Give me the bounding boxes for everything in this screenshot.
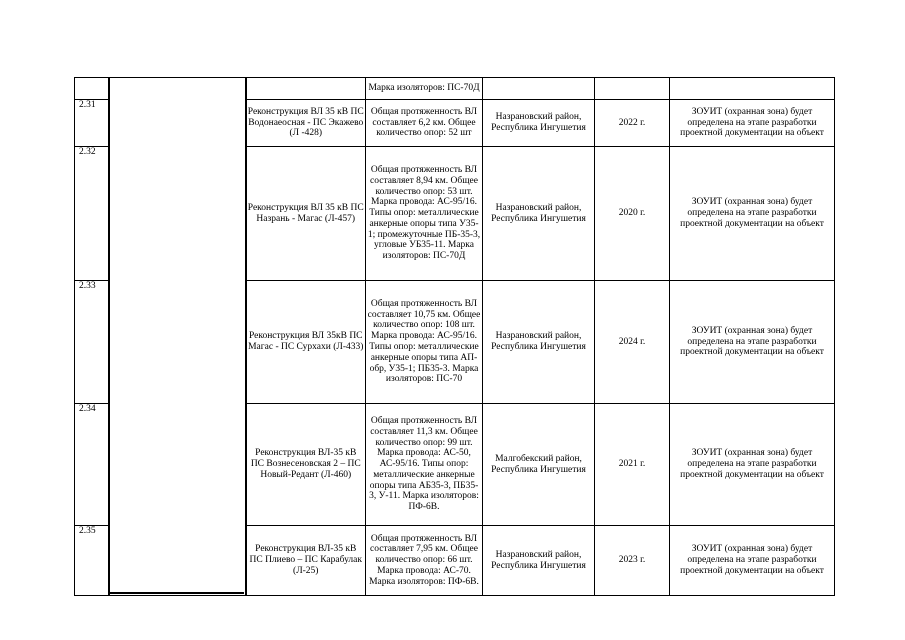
object-year: 2020 г. bbox=[595, 147, 670, 281]
object-spec: Общая протяженность ВЛ составляет 10,75 км. Общее количество опор: 108 шт. Марка провода: АС-95/16. Типы опор: металлические анкерные опоры типа АП-обр, У35-1; ПБ35-3. Марка изоляторов: ПС-70 bbox=[366, 281, 483, 404]
object-zone: ЗОУИТ (охранная зона) будет определена на этапе разработки проектной документации на объект bbox=[670, 100, 835, 147]
merged-cell-bottom-border bbox=[108, 592, 244, 594]
object-location: Назрановский район, Республика Ингушетия bbox=[483, 147, 595, 281]
object-year bbox=[595, 78, 670, 100]
object-zone: ЗОУИТ (охранная зона) будет определена на этапе разработки проектной документации на объект bbox=[670, 281, 835, 404]
object-location: Назрановский район, Республика Ингушетия bbox=[483, 281, 595, 404]
object-location bbox=[483, 78, 595, 100]
object-spec: Марка изоляторов: ПС-70Д bbox=[366, 78, 483, 100]
object-year: 2023 г. bbox=[595, 526, 670, 596]
object-zone: ЗОУИТ (охранная зона) будет определена на этапе разработки проектной документации на объект bbox=[670, 147, 835, 281]
object-spec: Общая протяженность ВЛ составляет 11,3 км. Общее количество опор: 99 шт. Марка провода: АС-50, АС-95/16. Типы опор: металлические анкерные опоры типа АБ35-3, ПБ35-3, У-11. Марка изоляторов: ПФ-6В. bbox=[366, 404, 483, 526]
row-number: 2.32 bbox=[75, 147, 109, 281]
object-year: 2021 г. bbox=[595, 404, 670, 526]
row-number: 2.34 bbox=[75, 404, 109, 526]
object-name: Реконструкция ВЛ-35 кВ ПС Плиево – ПС Карабулак (Л-25) bbox=[246, 526, 366, 596]
object-name: Реконструкция ВЛ 35 кВ ПС Назрань - Магас (Л-457) bbox=[246, 147, 366, 281]
merged-blank-cell bbox=[109, 78, 246, 596]
object-spec: Общая протяженность ВЛ составляет 6,2 км. Общее количество опор: 52 шт bbox=[366, 100, 483, 147]
object-spec: Общая протяженность ВЛ составляет 8,94 км. Общее количество опор: 53 шт. Марка провода: АС-95/16. Типы опор: металлические анкерные опоры типа У35-1; промежуточные ПБ-35-3, угловые УБ35-11. Марка изоляторов: ПС-70Д bbox=[366, 147, 483, 281]
row-number: 2.31 bbox=[75, 100, 109, 147]
object-location: Назрановский район, Республика Ингушетия bbox=[483, 100, 595, 147]
object-zone: ЗОУИТ (охранная зона) будет определена на этапе разработки проектной документации на объект bbox=[670, 526, 835, 596]
object-year: 2022 г. bbox=[595, 100, 670, 147]
row-number: 2.33 bbox=[75, 281, 109, 404]
object-year: 2024 г. bbox=[595, 281, 670, 404]
object-name: Реконструкция ВЛ 35кВ ПС Магас - ПС Сурхахи (Л-433) bbox=[246, 281, 366, 404]
object-zone bbox=[670, 78, 835, 100]
row-number: 2.35 bbox=[75, 526, 109, 596]
object-location: Назрановский район, Республика Ингушетия bbox=[483, 526, 595, 596]
object-spec: Общая протяженность ВЛ составляет 7,95 км. Общее количество опор: 66 шт. Марка провода: АС-70. Марка изоляторов: ПФ-6В. bbox=[366, 526, 483, 596]
object-name bbox=[246, 78, 366, 100]
continuation-row bbox=[75, 78, 835, 100]
object-name: Реконструкция ВЛ-35 кВ ПС Вознесеновская 2 – ПС Новый-Редант (Л-460) bbox=[246, 404, 366, 526]
object-name: Реконструкция ВЛ 35 кВ ПС Водонаеосная - ПС Экажево (Л -428) bbox=[246, 100, 366, 147]
object-location: Малгобекский район, Республика Ингушетия bbox=[483, 404, 595, 526]
objects-table bbox=[74, 77, 835, 596]
object-zone: ЗОУИТ (охранная зона) будет определена на этапе разработки проектной документации на объект bbox=[670, 404, 835, 526]
row-number bbox=[75, 78, 109, 100]
